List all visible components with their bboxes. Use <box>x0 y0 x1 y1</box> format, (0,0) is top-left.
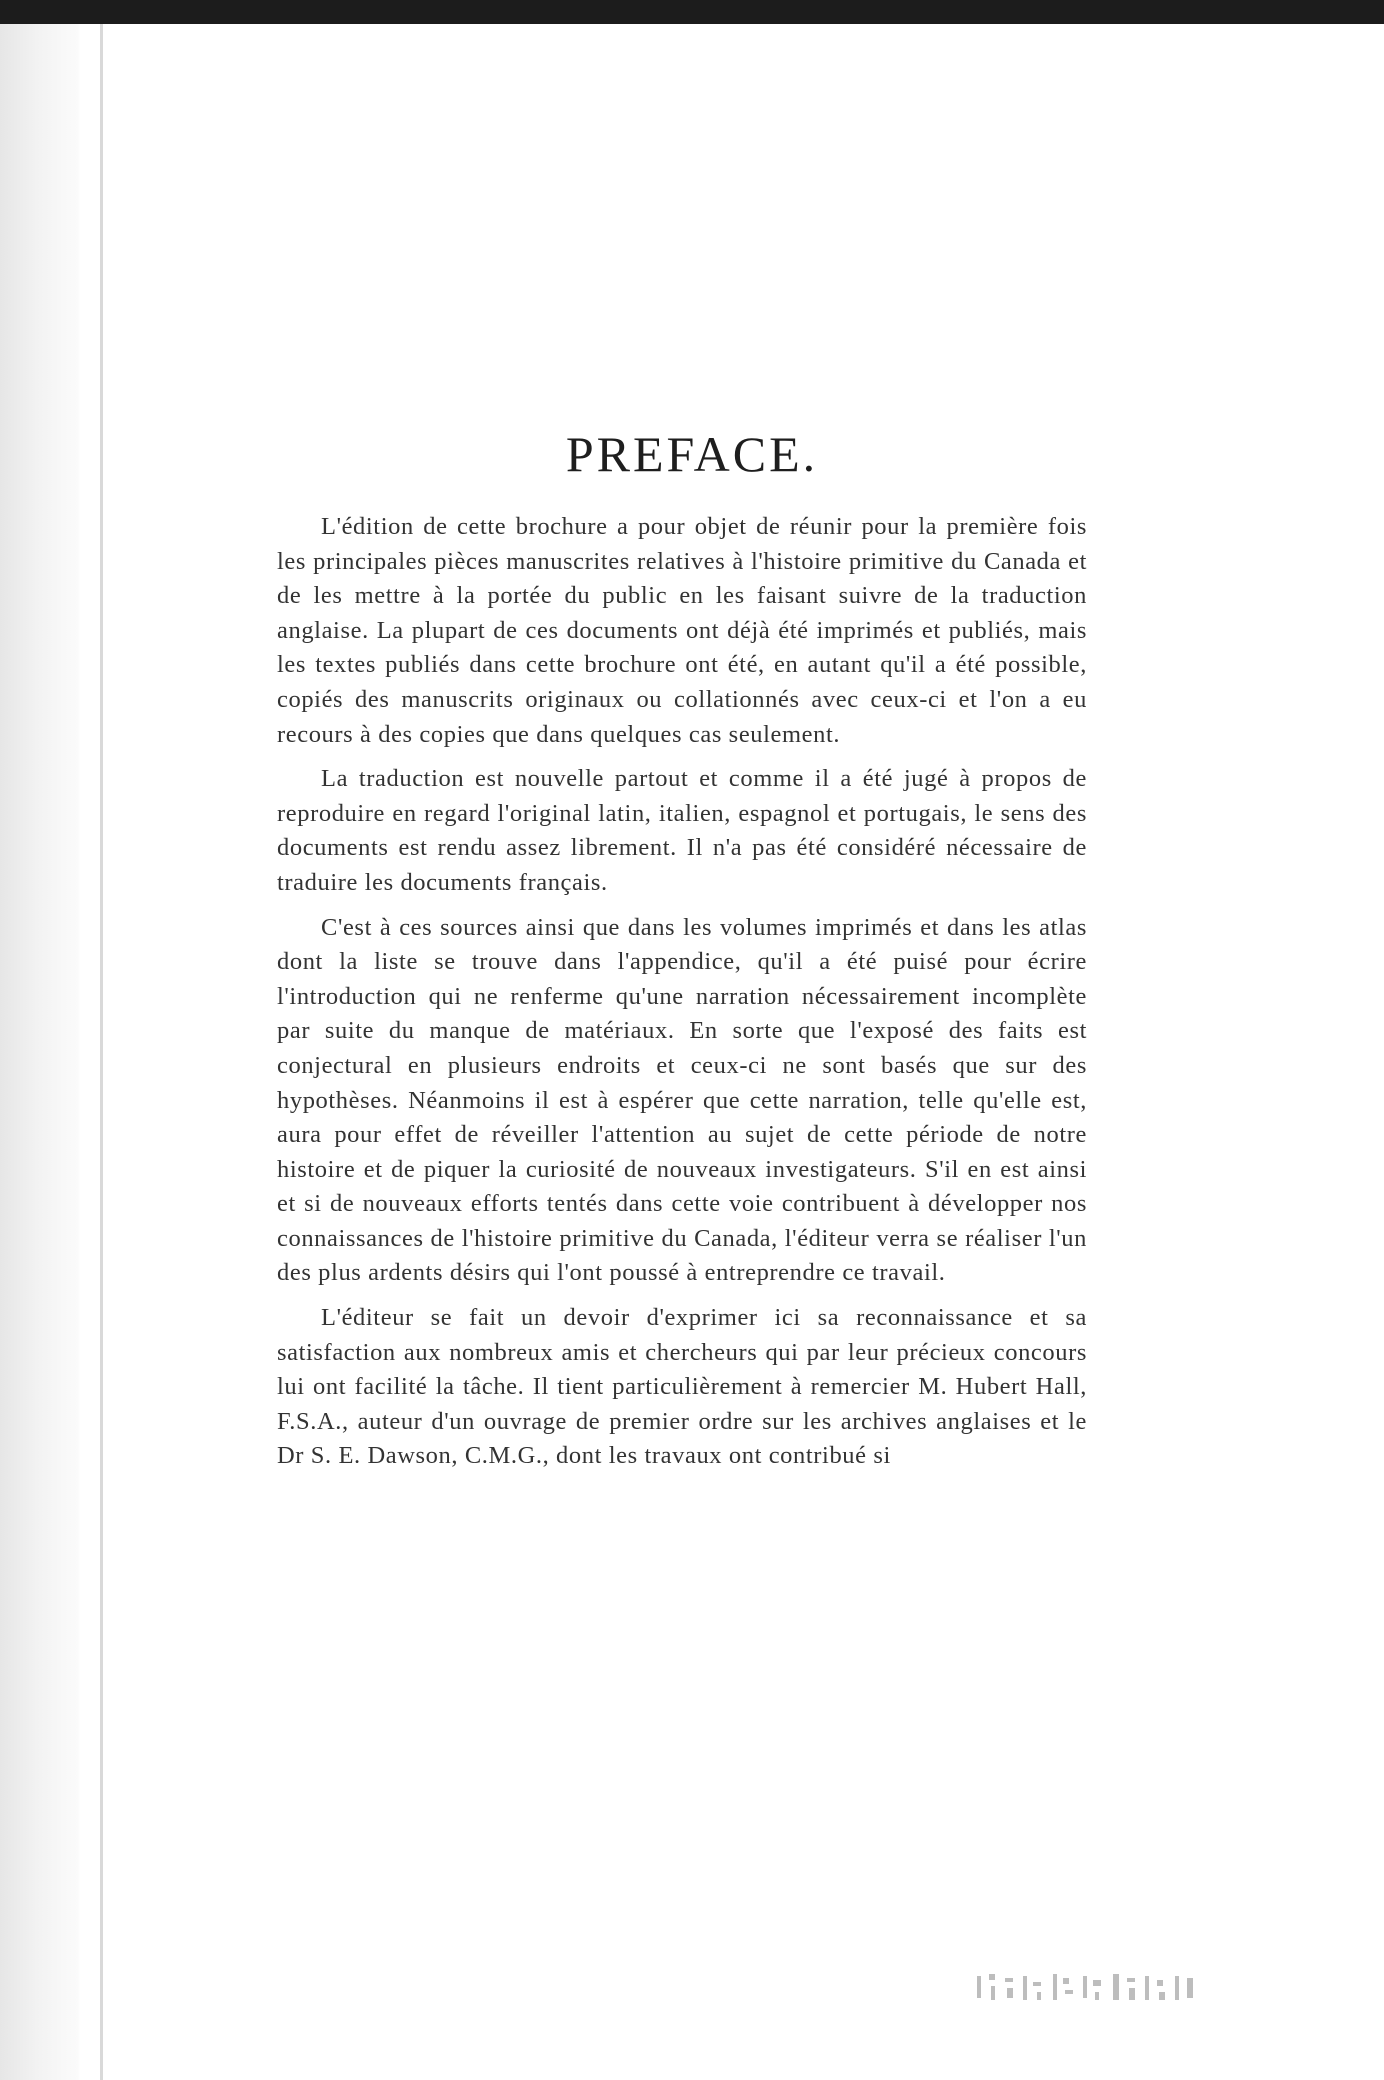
preface-body <box>277 510 1087 1484</box>
faded-stamp-icon <box>975 1968 1205 2008</box>
preface-paragraph-4: L'éditeur se fait un devoir d'exprimer ici sa reconnaissance et sa satisfaction aux nombreux amis et chercheurs qui par leur précieux concours lui ont facilité la tâche. Il tient particulièrement à remercier M. Hubert Hall, F.S.A., auteur d'un ouvrage de premier ordre sur les archives anglaises et le Dr S. E. Dawson, C.M.G., dont les travaux ont contribué si <box>277 1304 1087 1470</box>
preface-paragraph-3: C'est à ces sources ainsi que dans les volumes imprimés et dans les atlas dont la liste se trouve dans l'appendice, qu'il a été puisé pour écrire l'introduction qui ne renferme qu'une narration nécessairement incomplète par suite du manque de matériaux. En sorte que l'exposé des faits est conjectural en plusieurs endroits et ceux-ci ne sont basés que sur des hypothèses. Néanmoins il est à espérer que cette narration, telle qu'elle est, aura pour effet de réveiller l'attention au sujet de cette période de notre histoire et de piquer la curiosité de nouveaux investigateurs. S'il en est ainsi et si de nouveaux efforts tentés dans cette voie contribuent à développer nos connaissances de l'histoire primitive du Canada, l'éditeur verra se réaliser l'un des plus ardents désirs qui l'ont poussé à entreprendre ce travail. <box>277 913 1087 1287</box>
faded-library-stamp <box>975 1968 1205 2015</box>
scan-left-margin <box>0 24 80 2080</box>
scan-top-border <box>0 0 1384 24</box>
preface-paragraph-2: La traduction est nouvelle partout et comme il a été jugé à propos de reproduire en regard l'original latin, italien, espagnol et portugais, le sens des documents est rendu assez librement. Il n'a pas été considéré nécessaire de traduire les documents français. <box>277 765 1087 896</box>
page-title: PREFACE. <box>565 426 819 482</box>
page-fold-line <box>100 24 103 2080</box>
preface-paragraph-1: L'édition de cette brochure a pour objet de réunir pour la première fois les principales pièces manuscrites relatives à l'histoire primitive du Canada et de les mettre à la portée du public en les faisant suivre de la traduction anglaise. La plupart de ces documents ont déjà été imprimés et publiés, mais les textes publiés dans cette brochure ont été, en autant qu'il a été possible, copiés des manuscrits originaux ou collationnés avec ceux-ci et l'on a eu recours à des copies que dans quelques cas seulement. <box>277 513 1087 748</box>
